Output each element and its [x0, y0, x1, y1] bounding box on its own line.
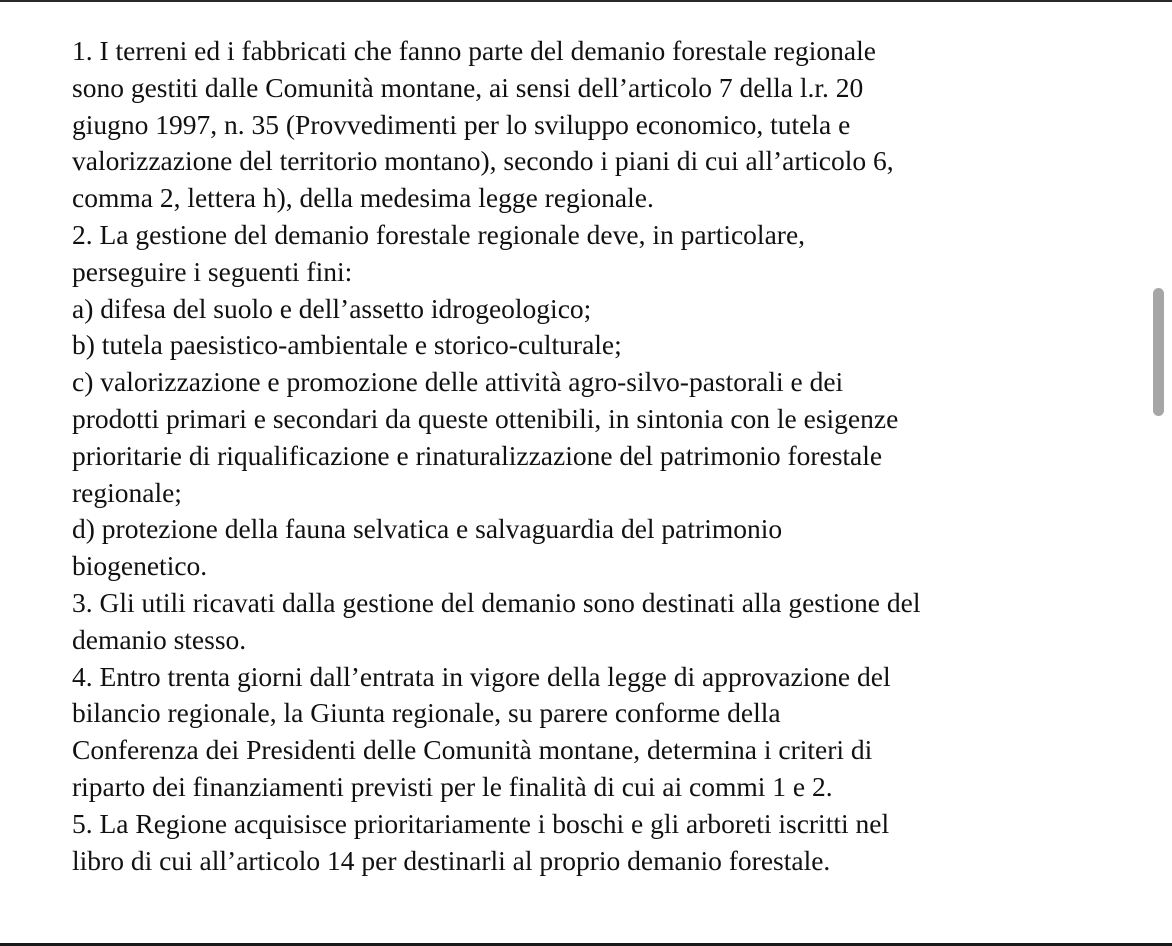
- text-line: Conferenza dei Presidenti delle Comunità montane, determina i criteri di: [72, 734, 873, 766]
- text-line: 5. La Regione acquisisce prioritariamente i boschi e gli arboreti iscritti nel: [72, 807, 890, 839]
- text-line: giugno 1997, n. 35 (Provvedimenti per lo sviluppo economico, tutela e: [72, 108, 851, 140]
- text-line: c) valorizzazione e promozione delle attività agro-silvo-pastorali e dei: [72, 366, 844, 398]
- text-line: comma 2, lettera h), della medesima legge regionale.: [72, 182, 654, 214]
- text-line: 3. Gli utili ricavati dalla gestione del demanio sono destinati alla gestione del: [72, 586, 921, 618]
- text-line: riparto dei finanziamenti previsti per le finalità di cui ai commi 1 e 2.: [72, 770, 833, 802]
- text-line: demanio stesso.: [72, 623, 247, 655]
- text-line: regionale;: [72, 476, 182, 508]
- text-line: prioritarie di riqualificazione e rinaturalizzazione del patrimonio forestale: [72, 439, 883, 471]
- text-line: d) protezione della fauna selvatica e salvaguardia del patrimonio: [72, 513, 783, 545]
- text-line: perseguire i seguenti fini:: [72, 255, 353, 287]
- text-line: 4. Entro trenta giorni dall’entrata in vigore della legge di approvazione del: [72, 660, 891, 692]
- top-divider: [0, 0, 1172, 2]
- scrollbar-thumb[interactable]: [1153, 288, 1164, 416]
- text-line: libro di cui all’articolo 14 per destinarli al proprio demanio forestale.: [72, 844, 831, 876]
- text-line: valorizzazione del territorio montano), secondo i piani di cui all’articolo 6,: [72, 145, 894, 177]
- document-body: [72, 33, 1092, 879]
- text-line: bilancio regionale, la Giunta regionale, su parere conforme della: [72, 697, 781, 729]
- text-line: 2. La gestione del demanio forestale regionale deve, in particolare,: [72, 218, 806, 250]
- text-line: b) tutela paesistico-ambientale e storico-culturale;: [72, 329, 622, 361]
- text-line: sono gestiti dalle Comunità montane, ai sensi dell’articolo 7 della l.r. 20: [72, 71, 864, 103]
- text-line: prodotti primari e secondari da queste ottenibili, in sintonia con le esigenze: [72, 402, 899, 434]
- text-line: 1. I terreni ed i fabbricati che fanno parte del demanio forestale regionale: [72, 35, 876, 66]
- text-line: biogenetico.: [72, 550, 208, 582]
- text-line: a) difesa del suolo e dell’assetto idrogeologico;: [72, 292, 592, 324]
